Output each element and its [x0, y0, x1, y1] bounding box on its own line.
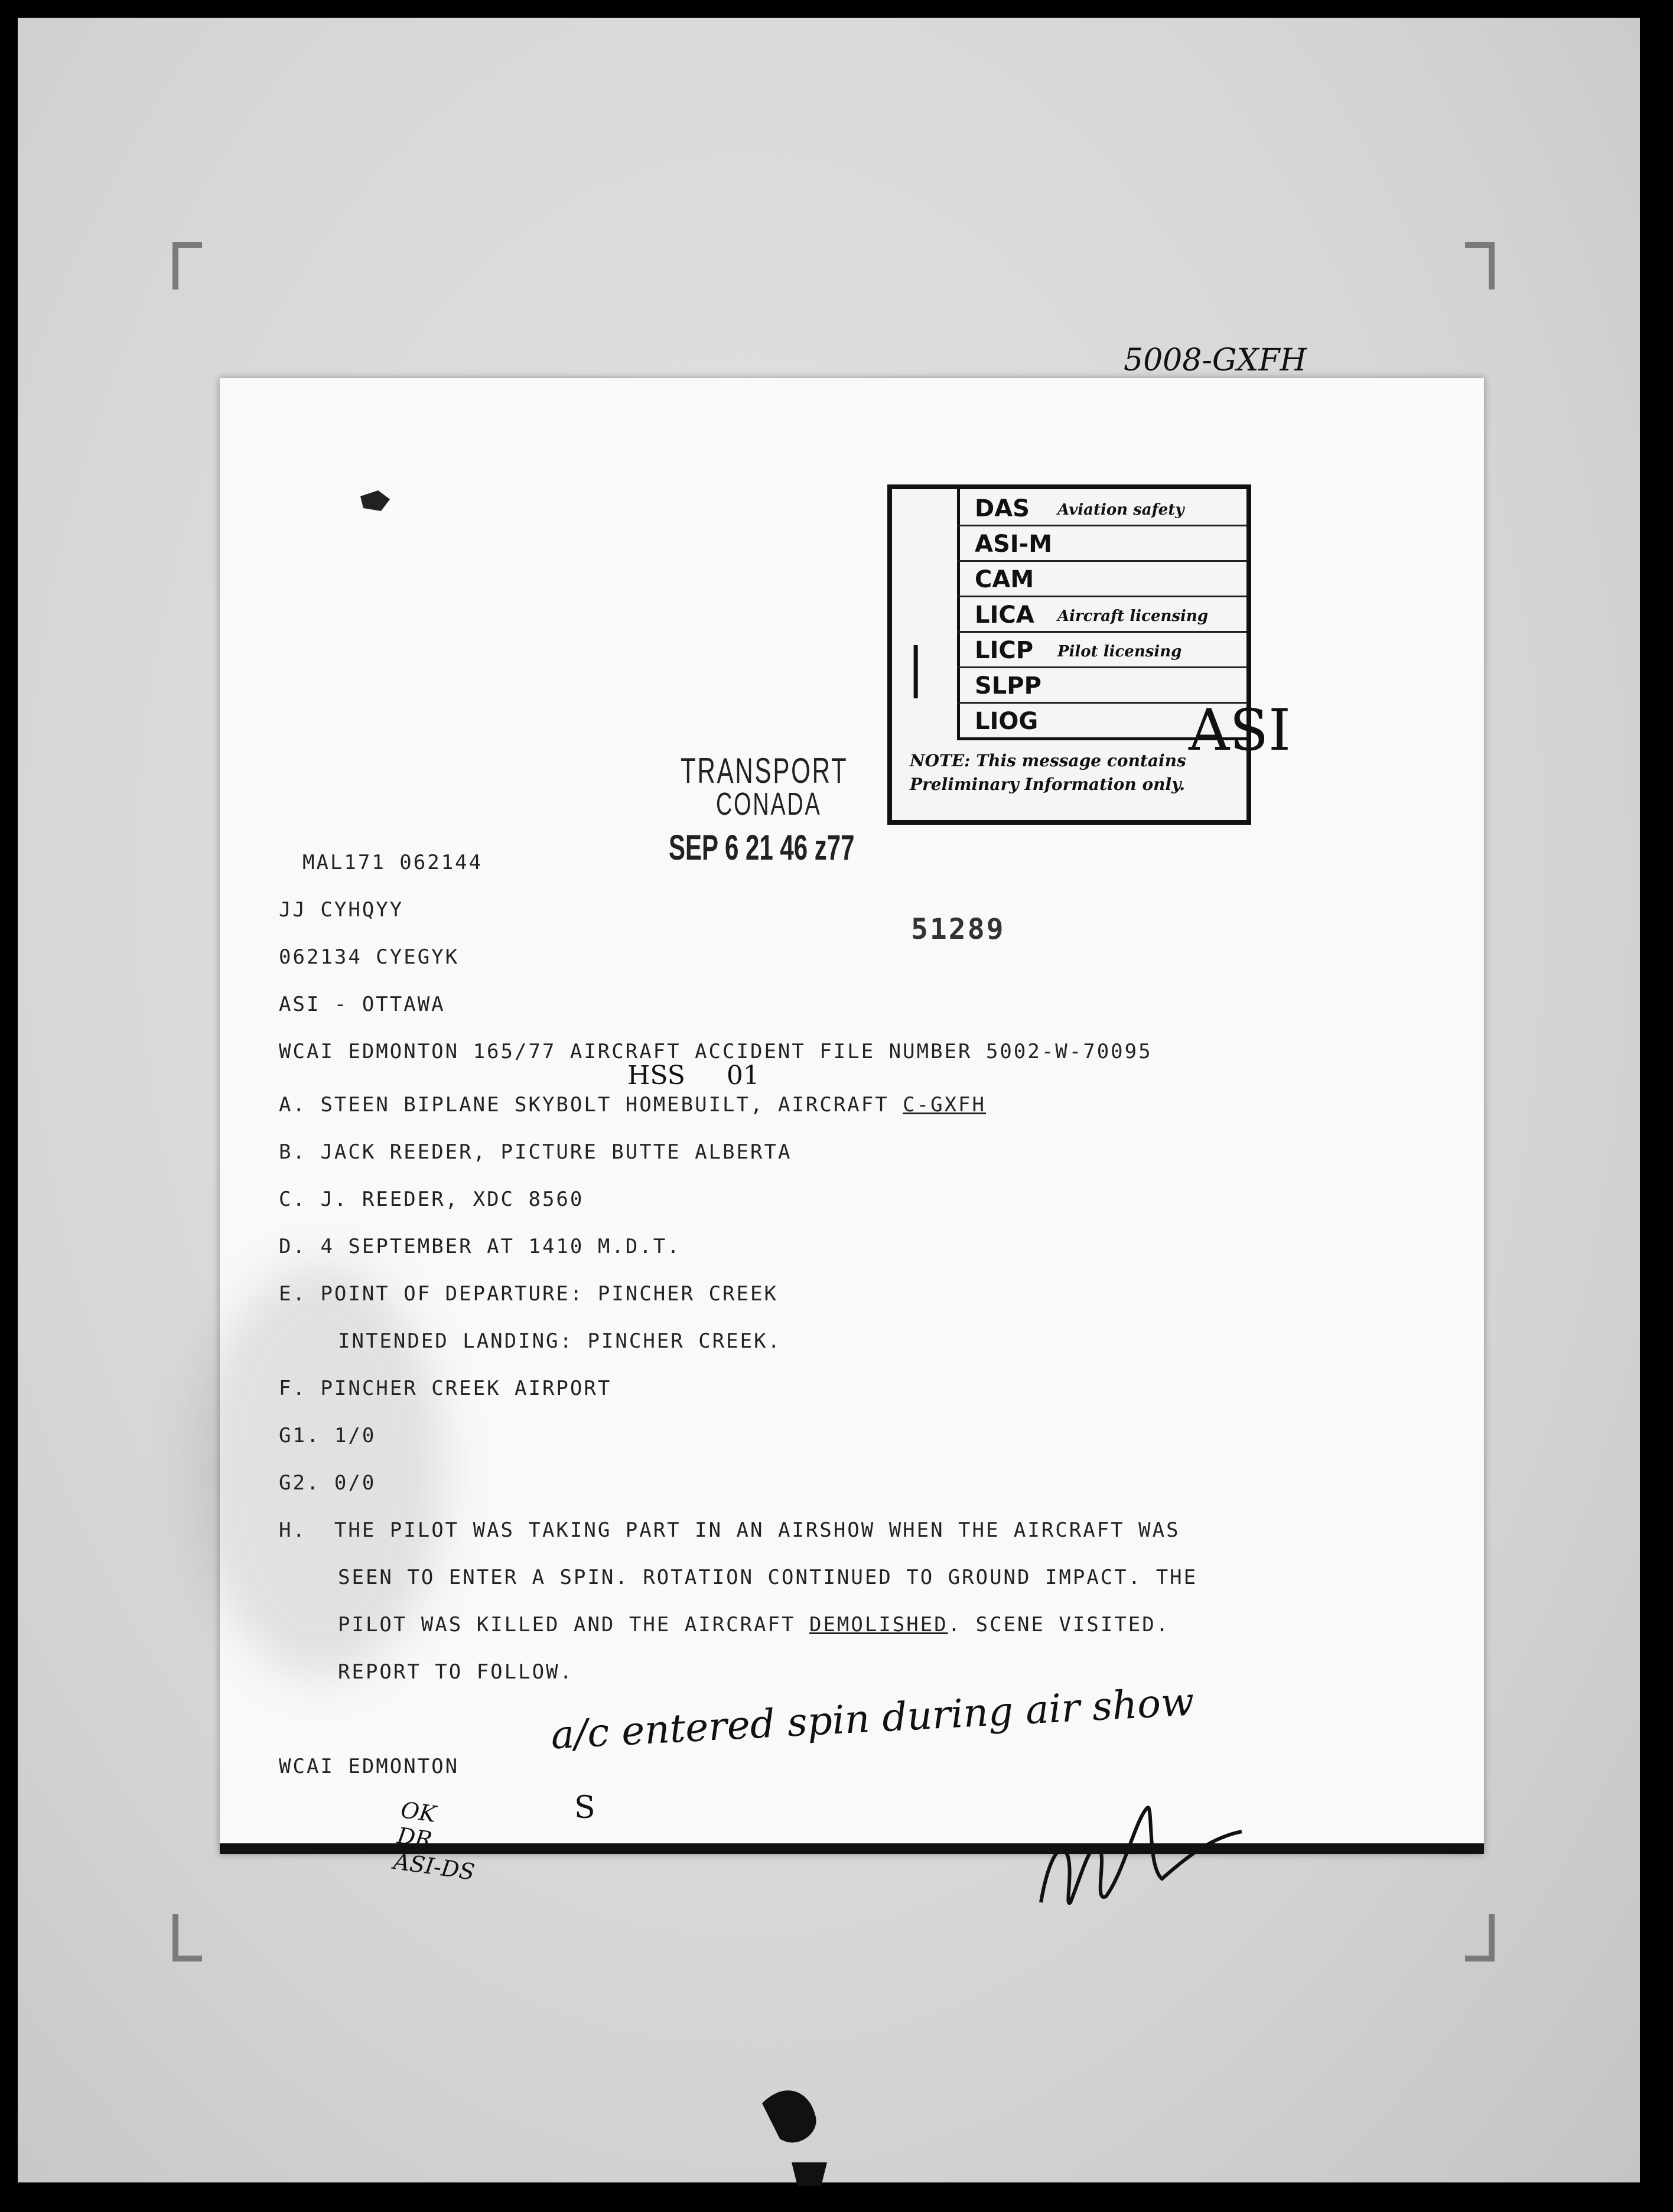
- routing-desc: Aircraft licensing: [1057, 607, 1208, 625]
- header-line: MAL171 062144: [302, 851, 483, 874]
- header-line: 062134 CYEGYK: [279, 945, 460, 969]
- header-line: ASI - OTTAWA: [279, 993, 445, 1016]
- narrative-line: H. THE PILOT WAS TAKING PART IN AN AIRSHOW WHEN THE AIRCRAFT WAS: [279, 1518, 1180, 1542]
- narrative-line: REPORT TO FOLLOW.: [338, 1660, 574, 1684]
- item-line: B. JACK REEDER, PICTURE BUTTE ALBERTA: [279, 1140, 792, 1164]
- sender-line: WCAI EDMONTON: [279, 1755, 460, 1778]
- file-reference-handwritten: 5008-GXFH: [1124, 343, 1307, 378]
- handwritten-note: a/c entered spin during air show: [549, 1678, 1196, 1758]
- item-line: INTENDED LANDING: PINCHER CREEK.: [338, 1329, 782, 1353]
- item-line: G2. 0/0: [279, 1471, 376, 1495]
- routing-code: SLPP: [975, 672, 1041, 700]
- hss-annotation: HSS 01: [627, 1061, 760, 1091]
- handwritten-s: S: [574, 1790, 595, 1826]
- header-line: JJ CYHQYY: [279, 898, 404, 922]
- routing-code: LICA: [975, 601, 1034, 629]
- handwritten-asi: ASI: [1189, 697, 1291, 763]
- routing-code: LIOG: [975, 708, 1039, 735]
- routing-checkmark: |: [907, 637, 925, 699]
- routing-code: CAM: [975, 566, 1034, 593]
- handwritten-initials: OK DR ASI-DS: [392, 1797, 477, 1885]
- item-line: D. 4 SEPTEMBER AT 1410 M.D.T.: [279, 1235, 681, 1258]
- aircraft-registration: C-GXFH: [903, 1093, 986, 1117]
- stamp-agency-line2: CONADA: [716, 786, 822, 822]
- stamp-date: SEP 6 21 46 z77: [669, 828, 855, 867]
- item-line: A. STEEN BIPLANE SKYBOLT HOMEBUILT, AIRCRAFT C-GXFH: [279, 1093, 986, 1117]
- stamp-agency: TRANSPORT: [681, 751, 848, 791]
- header-line: WCAI EDMONTON 165/77 AIRCRAFT ACCIDENT FILE NUMBER 5002-W-70095: [279, 1040, 1153, 1063]
- routing-code: ASI-M: [975, 531, 1053, 558]
- serial-number: 51289: [911, 913, 1005, 946]
- routing-code: LICP: [975, 637, 1034, 664]
- narrative-line: SEEN TO ENTER A SPIN. ROTATION CONTINUED TO GROUND IMPACT. THE: [338, 1566, 1198, 1589]
- routing-code: DAS: [975, 495, 1030, 522]
- routing-desc: Aviation safety: [1057, 501, 1184, 519]
- routing-desc: Pilot licensing: [1057, 643, 1182, 661]
- item-line: F. PINCHER CREEK AIRPORT: [279, 1377, 612, 1400]
- item-line: C. J. REEDER, XDC 8560: [279, 1188, 584, 1211]
- item-line: E. POINT OF DEPARTURE: PINCHER CREEK: [279, 1282, 778, 1306]
- item-line: G1. 1/0: [279, 1424, 376, 1447]
- routing-note: NOTE: This message contains Preliminary Information only.: [910, 751, 1186, 794]
- narrative-line: PILOT WAS KILLED AND THE AIRCRAFT DEMOLISHED. SCENE VISITED.: [338, 1613, 1170, 1637]
